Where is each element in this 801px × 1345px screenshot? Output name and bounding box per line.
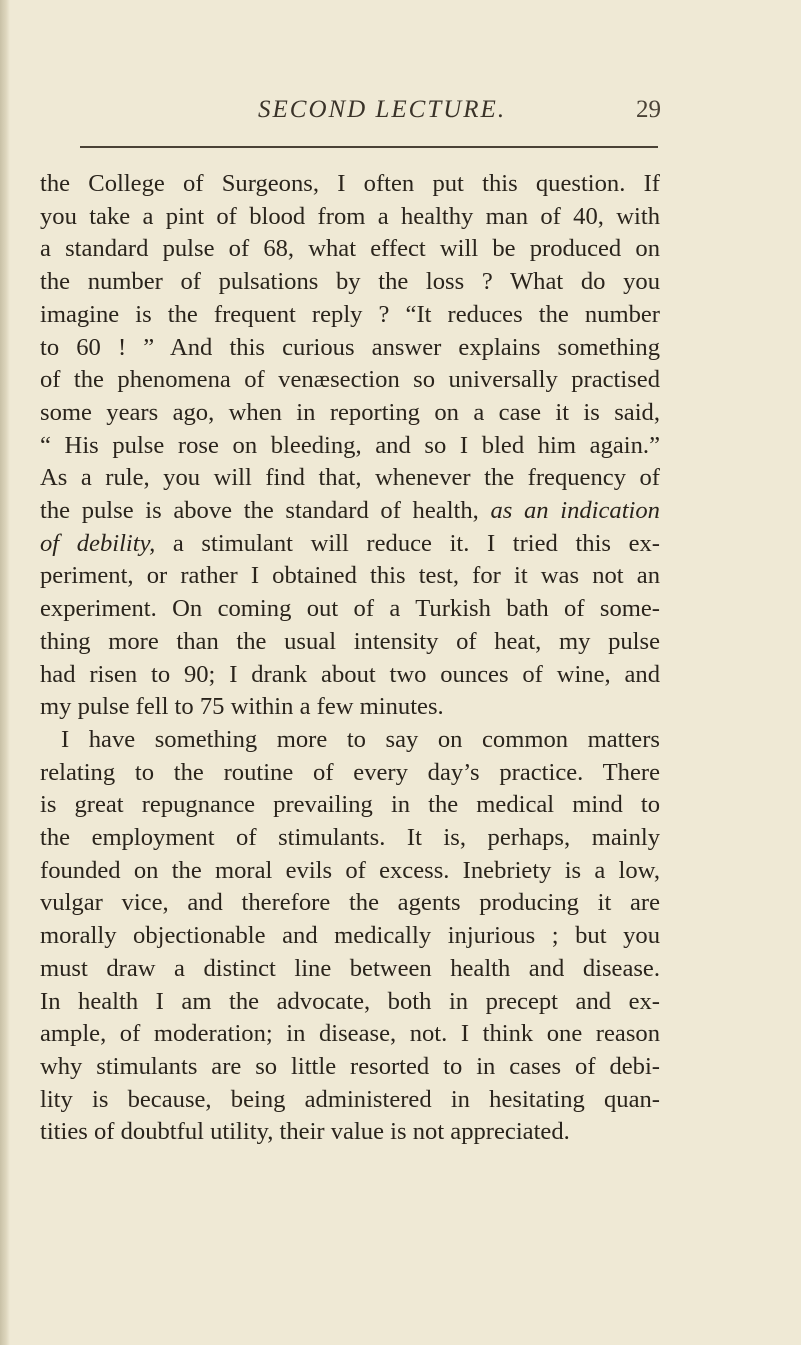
text-line: relating to the routine of every day’s practice. There	[40, 758, 660, 786]
body-text	[40, 168, 660, 1149]
text-line: ample, of moderation; in disease, not. I think one reason	[40, 1020, 660, 1048]
text-segment: the pulse is above the standard of health,	[40, 497, 491, 525]
text-line: periment, or rather I obtained this test, for it was not an	[40, 562, 660, 590]
running-head: SECOND LECTURE.	[258, 96, 507, 123]
page-edge-shadow	[0, 0, 10, 1345]
text-line: must draw a distinct line between health and disease.	[40, 954, 660, 982]
text-line: lity is because, being administered in hesitating quan-	[40, 1085, 660, 1113]
page-number: 29	[636, 96, 661, 123]
italic-phrase: as an indication	[490, 497, 660, 525]
text-line: vulgar vice, and therefore the agents producing it are	[40, 889, 660, 917]
text-line: the College of Surgeons, I often put this question. If	[40, 170, 660, 197]
text-line: some years ago, when in reporting on a case it is said,	[40, 398, 660, 426]
text-line: imagine is the frequent reply ? “It reduces the number	[40, 300, 660, 328]
text-line	[40, 495, 660, 528]
text-line: my pulse fell to 75 within a few minutes.	[40, 693, 444, 721]
text-line: why stimulants are so little resorted to in cases of debi-	[40, 1052, 660, 1080]
header-rule	[80, 146, 658, 148]
paragraph-start: I have something more to say on common matters	[61, 725, 660, 753]
text-line: In health I am the advocate, both in precept and ex-	[40, 987, 660, 1015]
text-line: morally objectionable and medically injurious ; but you	[40, 922, 660, 950]
text-line: experiment. On coming out of a Turkish bath of some-	[40, 595, 660, 623]
text-line: of the phenomena of venæsection so universally practised	[40, 366, 660, 394]
text-line	[40, 528, 660, 561]
text-line: “ His pulse rose on bleeding, and so I bled him again.”	[40, 431, 660, 459]
text-line: a standard pulse of 68, what effect will be produced on	[40, 235, 660, 263]
text-line: As a rule, you will find that, whenever the frequency of	[40, 464, 660, 492]
text-line: is great repugnance prevailing in the medical mind to	[40, 791, 660, 819]
text-line: the number of pulsations by the loss ? What do you	[40, 268, 660, 296]
text-line: thing more than the usual intensity of heat, my pulse	[40, 627, 660, 655]
text-line: the employment of stimulants. It is, perhaps, mainly	[40, 824, 660, 852]
text-line: tities of doubtful utility, their value is not appreciated.	[40, 1118, 570, 1146]
text-line: had risen to 90; I drank about two ounces of wine, and	[40, 660, 660, 688]
text-line: to 60 ! ” And this curious answer explains something	[40, 333, 660, 361]
text-line: founded on the moral evils of excess. Inebriety is a low,	[40, 856, 660, 884]
italic-phrase: of debility,	[40, 529, 156, 557]
text-line: you take a pint of blood from a healthy man of 40, with	[40, 202, 660, 230]
text-segment: a stimulant will reduce it. I tried this ex-	[155, 529, 660, 557]
